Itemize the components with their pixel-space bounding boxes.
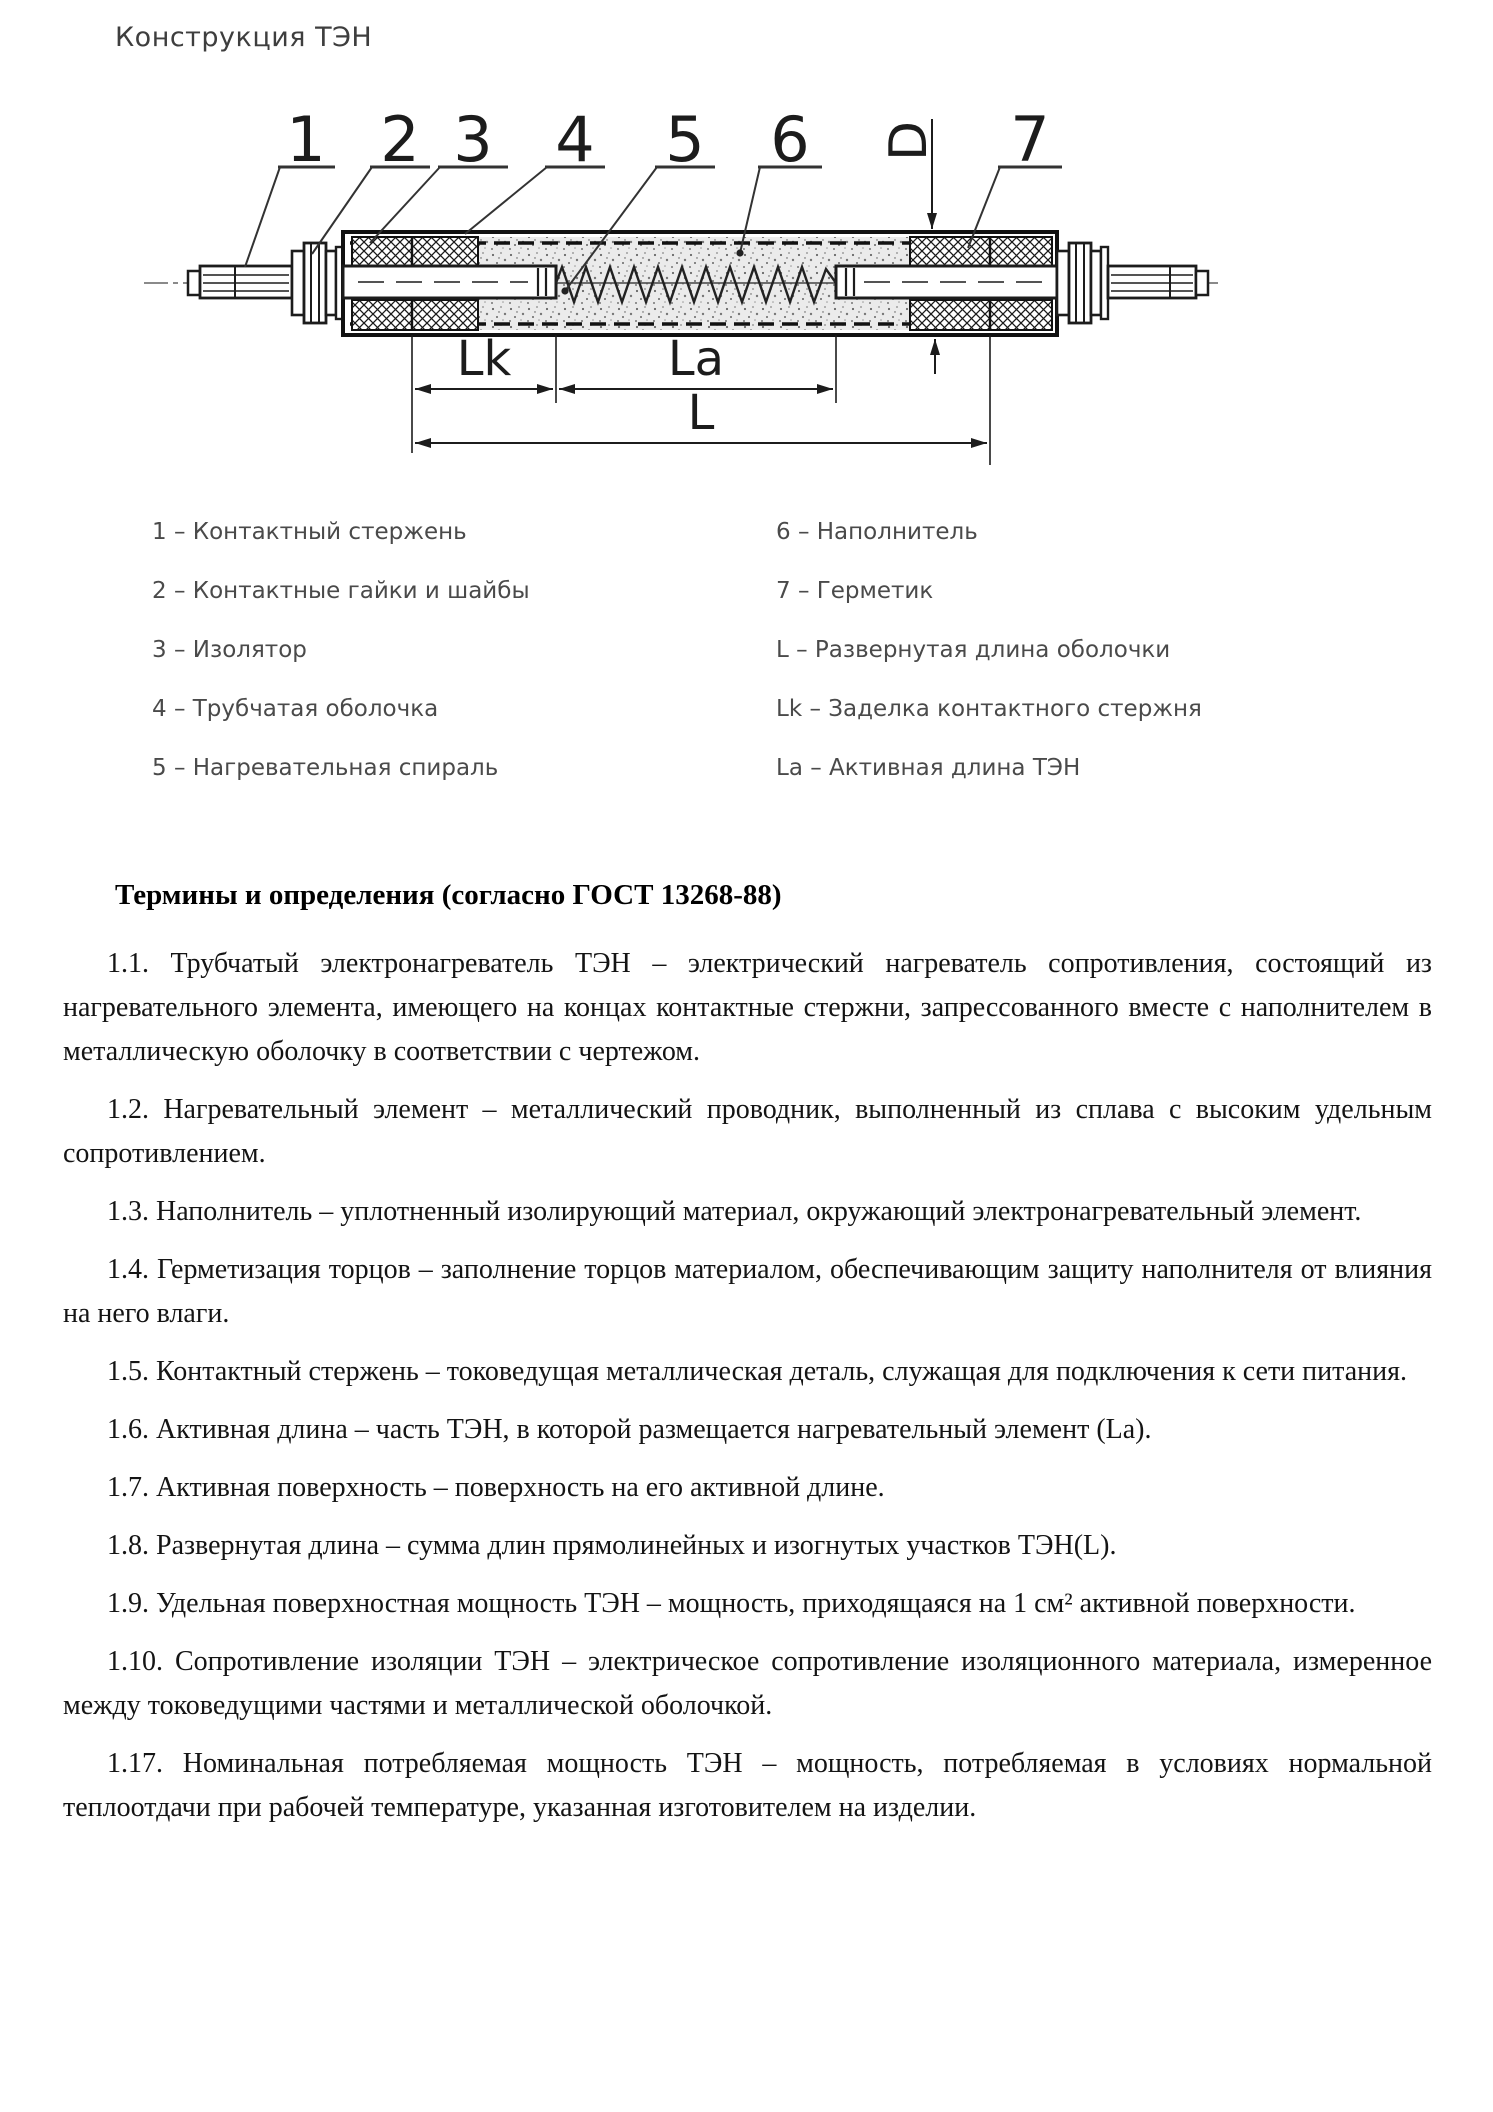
- legend-item-1: 1 – Контактный стержень: [152, 519, 467, 545]
- term-paragraph-1-6: 1.6. Активная длина – часть ТЭН, в которой размещается нагревательный элемент (La).: [107, 1414, 1152, 1445]
- legend-item-L: L – Развернутая длина оболочки: [776, 637, 1171, 663]
- heater-construction-figure: [130, 71, 1432, 476]
- callout-1: 1: [286, 103, 326, 176]
- term-paragraph-1-9: 1.9. Удельная поверхностная мощность ТЭН – мощность, приходящаяся на 1 см² активной поверхности.: [107, 1588, 1356, 1619]
- legend-item-3: 3 – Изолятор: [152, 637, 307, 663]
- term-paragraph-1-4: 1.4. Герметизация торцов – заполнение торцов материалом, обеспечивающим защиту наполнителя от влияния на него влаги.: [63, 1254, 1432, 1329]
- legend-item-5: 5 – Нагревательная спираль: [152, 755, 499, 781]
- callout-7: 7: [1010, 103, 1050, 176]
- rod-sleeve-right: [836, 266, 1057, 298]
- contact-rod-right: [1108, 266, 1208, 298]
- term-paragraph-1-1: 1.1. Трубчатый электронагреватель ТЭН – электрический нагреватель сопротивления, состоящий из нагревательного элемента, имеющего на концах контактные стержни, запрессованного вместе с наполнителем в металлическую оболочку в соответствии с чертежом.: [63, 948, 1432, 1067]
- legend-item-7: 7 – Герметик: [776, 578, 934, 604]
- callout-5: 5: [665, 103, 705, 176]
- legend-item-6: 6 – Наполнитель: [776, 519, 978, 545]
- term-paragraph-1-17: 1.17. Номинальная потребляемая мощность ТЭН – мощность, потребляемая в условиях нормальной теплоотдачи при рабочей температуре, указанная изготовителем на изделии.: [63, 1748, 1432, 1823]
- dim-label-l: L: [687, 385, 715, 441]
- term-paragraph-1-3: 1.3. Наполнитель – уплотненный изолирующий материал, окружающий электронагревательный элемент.: [107, 1196, 1362, 1227]
- callout-3: 3: [453, 103, 493, 176]
- nut-stack-left: [292, 243, 343, 323]
- nut-stack-right: [1057, 243, 1108, 323]
- contact-rod-left: [188, 266, 292, 298]
- legend-column-right: [776, 520, 1432, 815]
- term-paragraph-1-7: 1.7. Активная поверхность – поверхность на его активной длине.: [107, 1472, 885, 1503]
- heater-diagram: [130, 71, 1230, 476]
- term-paragraph-1-10: 1.10. Сопротивление изоляции ТЭН – электрическое сопротивление изоляционного материала, измеренное между токоведущими частями и металлической оболочкой.: [63, 1646, 1432, 1721]
- term-paragraph-1-8: 1.8. Развернутая длина – сумма длин прямолинейных и изогнутых участков ТЭН(L).: [107, 1530, 1117, 1561]
- legend-item-4: 4 – Трубчатая оболочка: [152, 696, 439, 722]
- dim-label-la: La: [667, 331, 725, 387]
- callout-2: 2: [380, 103, 420, 176]
- rod-sleeve-left: [343, 266, 556, 298]
- diagram-legend: [152, 520, 1432, 815]
- term-paragraph-1-5: 1.5. Контактный стержень – токоведущая металлическая деталь, служащая для подключения к сети питания.: [107, 1356, 1407, 1387]
- term-paragraph-1-2: 1.2. Нагревательный элемент – металлический проводник, выполненный из сплава с высоким удельным сопротивлением.: [63, 1094, 1432, 1169]
- legend-item-La: La – Активная длина ТЭН: [776, 755, 1081, 781]
- legend-item-2: 2 – Контактные гайки и шайбы: [152, 578, 530, 604]
- dim-label-lk: Lk: [456, 331, 512, 387]
- dim-label-d: D: [879, 121, 939, 162]
- legend-item-Lk: Lk – Заделка контактного стержня: [776, 696, 1202, 722]
- callout-6: 6: [770, 103, 810, 176]
- page-title: Конструкция ТЭН: [115, 22, 373, 53]
- terms-heading: Термины и определения (согласно ГОСТ 13268-88): [115, 879, 782, 911]
- callout-4: 4: [555, 103, 595, 176]
- legend-column-left: [152, 520, 776, 815]
